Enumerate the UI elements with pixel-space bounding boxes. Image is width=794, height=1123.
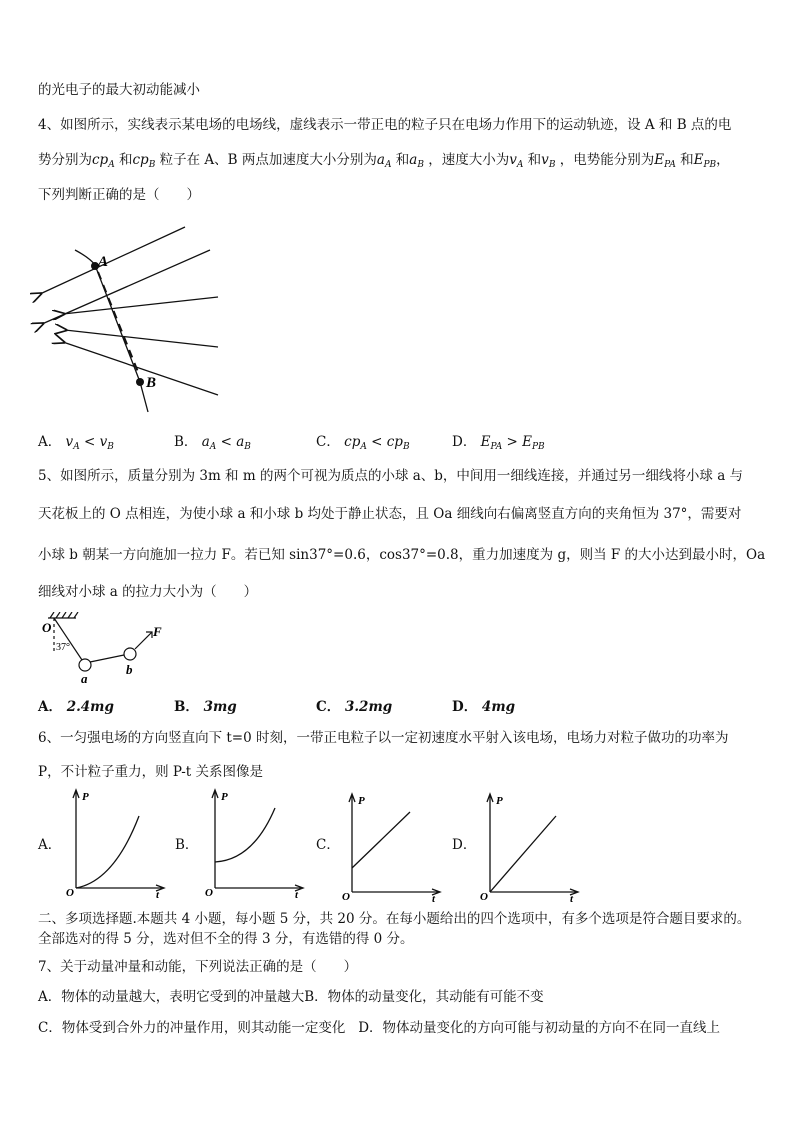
svg-text:t: t <box>570 893 574 902</box>
force-f-label: F <box>153 624 162 639</box>
section2-heading-line1: 二、多项选择题.本题共 4 小题，每小题 5 分，共 20 分。在每小题给出的四个选项中，有多个选项是符合题目要求的。 <box>38 911 751 927</box>
svg-text:P: P <box>496 795 503 807</box>
q6-option-c-letter[interactable]: C． <box>316 837 340 853</box>
q7-stem: 7、关于动量冲量和动能，下列说法正确的是（ ） <box>38 959 358 975</box>
trajectory-dashed <box>98 272 138 372</box>
ball-a-label: a <box>81 671 88 686</box>
q5-stem-line4: 细线对小球 a 的拉力大小为（ ） <box>38 584 258 600</box>
q6-graph-c[interactable] <box>340 790 446 902</box>
angle-label: 37° <box>56 642 70 653</box>
q4-option-c[interactable]: C． $cp_A < cp_B$ <box>316 434 410 452</box>
q5-option-d[interactable]: D． 4mg <box>452 699 516 715</box>
q5-option-c[interactable]: C． 3.2mg <box>316 699 393 715</box>
q6-option-d-letter[interactable]: D． <box>452 837 477 853</box>
point-b-label: B <box>146 375 157 391</box>
q6-graph-b[interactable] <box>203 786 309 898</box>
svg-text:P: P <box>82 791 89 803</box>
svg-text:O: O <box>342 891 350 902</box>
q5-stem-line1: 5、如图所示，质量分别为 3m 和 m 的两个可视为质点的小球 a、b，中间用一细线连接，并通过另一细线将小球 a 与 <box>38 468 744 484</box>
q5-stem-line3: 小球 b 朝某一方向施加一拉力 F。若已知 sin37°=0.6，cos37°=0.8，重力加速度为 g，则当 F 的大小达到最小时，Oa <box>38 547 766 563</box>
svg-text:t: t <box>432 893 436 902</box>
point-o-label: O <box>42 620 52 635</box>
q6-option-b-letter[interactable]: B． <box>175 837 199 853</box>
svg-text:P: P <box>221 791 228 803</box>
q6-graph-d[interactable] <box>478 790 584 902</box>
graph-d-line <box>490 816 556 892</box>
svg-text:P: P <box>358 795 365 807</box>
string-ab <box>90 655 124 662</box>
q5-option-a[interactable]: A． 2.4mg <box>38 699 114 715</box>
q6-option-a-letter[interactable]: A． <box>38 837 62 853</box>
svg-text:O: O <box>480 891 488 902</box>
point-a-label: A <box>98 254 109 270</box>
svg-text:O: O <box>66 887 74 898</box>
ball-a <box>79 659 91 671</box>
string-oa <box>54 618 82 660</box>
field-line-5 <box>63 342 218 395</box>
q6-stem-line1: 6、一匀强电场的方向竖直向下 t=0 时刻，一带正电粒子以一定初速度水平射入该电场，电场力对粒子做功的功率为 <box>38 730 729 746</box>
field-line-3 <box>63 297 218 314</box>
q5-option-b[interactable]: B． 3mg <box>174 699 237 715</box>
q4-option-d[interactable]: D． $E_{PA} > E_{PB}$ <box>452 434 545 452</box>
point-b-dot <box>136 378 144 386</box>
svg-text:t: t <box>156 889 160 898</box>
q5-stem-line2: 天花板上的 O 点相连，为使小球 a 和小球 b 均处于静止状态，且 Oa 细线向右偏离竖直方向的夹角恒为 37°，需要对 <box>38 506 742 522</box>
field-line-4 <box>65 330 218 347</box>
q7-option-d[interactable]: D．物体动量变化的方向可能与初动量的方向不在同一直线上 <box>358 1020 721 1036</box>
svg-text:t: t <box>295 889 299 898</box>
svg-text:O: O <box>205 887 213 898</box>
q4-stem-line2: 势分别为$cp_A$ 和$cp_B$ 粒子在 A、B 两点加速度大小分别为$a_A$ 和$a_B$ ，速度大小为$v_A$ 和$v_B$ ，电势能分别为$E_{PA}$ 和$E_{PB}$， <box>38 152 730 170</box>
graph-a-curve <box>76 816 139 888</box>
q6-stem-line2: P，不计粒子重力，则 P-t 关系图像是 <box>38 764 263 780</box>
q4-option-a[interactable]: A． $v_A < v_B$ <box>38 434 114 452</box>
q6-graph-a[interactable] <box>64 786 170 898</box>
q5-balls-figure <box>36 612 176 688</box>
q4-stem-line1: 4、如图所示，实线表示某电场的电场线，虚线表示一带正电的粒子只在电场力作用下的运动轨迹，设 A 和 B 点的电 <box>38 117 732 133</box>
q7-options-row1 <box>38 988 544 1006</box>
field-line-1 <box>40 227 185 294</box>
section2-heading-line2: 全部选对的得 5 分，选对但不全的得 3 分，有选错的得 0 分。 <box>38 931 414 947</box>
ball-b <box>124 648 136 660</box>
force-f <box>135 632 152 649</box>
trajectory-solid-ends <box>75 250 148 412</box>
q7-option-a[interactable]: A．物体的动量越大，表明它受到的冲量越大 <box>38 989 305 1005</box>
q4-field-lines-figure <box>30 222 230 418</box>
q4-stem-line3: 下列判断正确的是（ ） <box>38 187 200 203</box>
graph-c-line <box>352 812 410 868</box>
q7-options-row2 <box>38 1019 720 1037</box>
ball-b-label: b <box>126 662 133 677</box>
q7-option-c[interactable]: C．物体受到合外力的冲量作用，则其动能一定变化 <box>38 1020 346 1036</box>
q7-option-b[interactable]: B．物体的动量变化，其动能有可能不变 <box>304 989 544 1005</box>
q4-option-b[interactable]: B． $a_A < a_B$ <box>174 434 251 452</box>
graph-b-curve <box>215 808 275 862</box>
previous-question-tail: 的光电子的最大初动能减小 <box>38 82 200 98</box>
